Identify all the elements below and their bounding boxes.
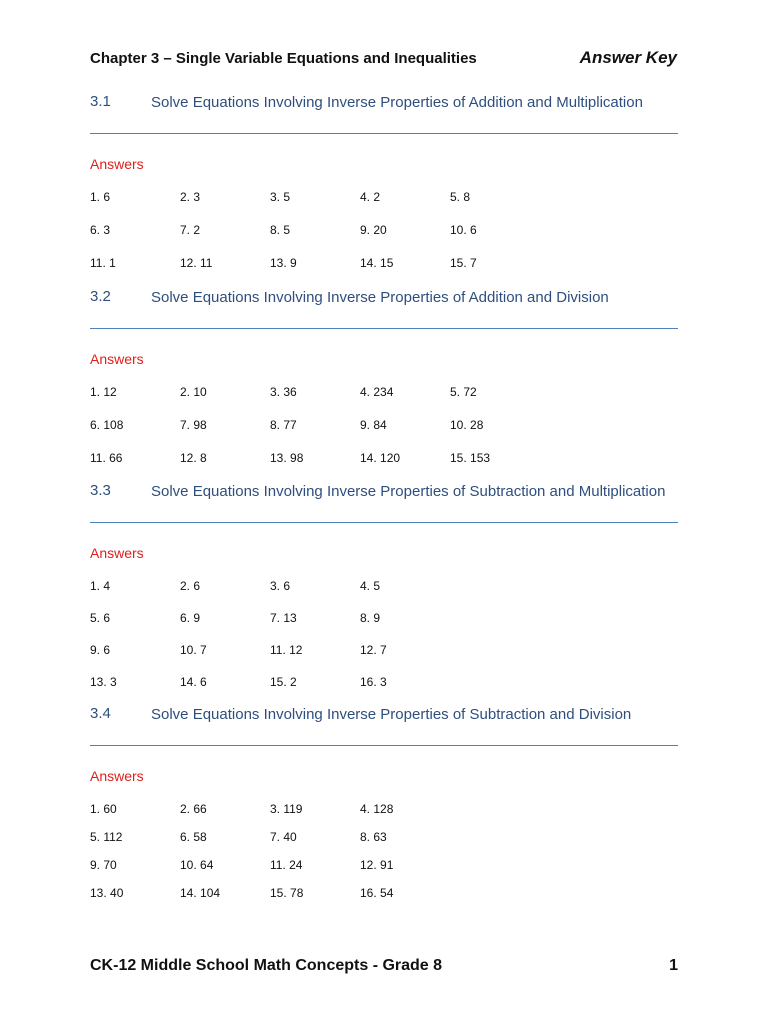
answer-item: 5. 72 <box>450 385 477 399</box>
answer-item: 7. 98 <box>180 418 207 432</box>
answer-row <box>90 858 678 874</box>
section-heading <box>90 482 678 523</box>
answer-item: 13. 40 <box>90 886 124 900</box>
answer-row <box>90 223 678 239</box>
answer-item: 14. 6 <box>180 675 207 689</box>
answer-item: 12. 8 <box>180 451 207 465</box>
answer-item: 12. 7 <box>360 643 387 657</box>
answer-item: 13. 98 <box>270 451 304 465</box>
answer-item: 13. 9 <box>270 256 297 270</box>
section-title: Solve Equations Involving Inverse Properties of Addition and Multiplication <box>151 94 643 111</box>
answer-item: 6. 58 <box>180 830 207 844</box>
answer-item: 16. 3 <box>360 675 387 689</box>
answer-item: 4. 5 <box>360 579 381 593</box>
section-number: 3.1 <box>90 93 111 110</box>
answer-item: 1. 6 <box>90 190 111 204</box>
answer-item: 2. 66 <box>180 802 207 816</box>
page-number: 1 <box>669 957 678 974</box>
answer-item: 1. 60 <box>90 802 117 816</box>
answer-item: 5. 8 <box>450 190 471 204</box>
answer-row <box>90 802 678 818</box>
answer-item: 7. 2 <box>180 223 201 237</box>
answer-item: 8. 63 <box>360 830 387 844</box>
answers-label: Answers <box>90 545 144 561</box>
answer-item: 2. 3 <box>180 190 201 204</box>
answer-item: 1. 12 <box>90 385 117 399</box>
answer-item: 14. 15 <box>360 256 394 270</box>
answer-row <box>90 830 678 846</box>
answer-item: 13. 3 <box>90 675 117 689</box>
answer-item: 7. 40 <box>270 830 297 844</box>
page-header <box>90 50 677 72</box>
answer-item: 15. 7 <box>450 256 477 270</box>
section-heading <box>90 93 678 134</box>
section-heading <box>90 288 678 329</box>
answer-item: 8. 77 <box>270 418 297 432</box>
answer-item: 1. 4 <box>90 579 111 593</box>
answer-item: 3. 5 <box>270 190 291 204</box>
answer-item: 15. 153 <box>450 451 491 465</box>
section-3-3 <box>90 482 678 722</box>
answer-item: 15. 78 <box>270 886 304 900</box>
answer-row <box>90 418 678 434</box>
answer-item: 4. 128 <box>360 802 394 816</box>
answer-item: 2. 6 <box>180 579 201 593</box>
answer-item: 2. 10 <box>180 385 207 399</box>
answer-row <box>90 190 678 206</box>
section-heading <box>90 705 678 746</box>
answer-item: 10. 6 <box>450 223 477 237</box>
answer-item: 6. 108 <box>90 418 124 432</box>
section-number: 3.4 <box>90 705 111 722</box>
section-title: Solve Equations Involving Inverse Properties of Subtraction and Division <box>151 706 632 723</box>
answer-item: 11. 1 <box>90 256 116 270</box>
answer-item: 9. 84 <box>360 418 387 432</box>
answer-item: 12. 91 <box>360 858 394 872</box>
answer-item: 14. 104 <box>180 886 221 900</box>
chapter-title: Chapter 3 – Single Variable Equations and Inequalities <box>90 50 477 67</box>
answer-item: 6. 9 <box>180 611 201 625</box>
answer-item: 4. 234 <box>360 385 394 399</box>
answer-item: 16. 54 <box>360 886 394 900</box>
answer-item: 11. 12 <box>270 643 303 657</box>
answers-label: Answers <box>90 156 144 172</box>
answer-item: 10. 7 <box>180 643 207 657</box>
answer-item: 11. 24 <box>270 858 303 872</box>
answer-item: 8. 9 <box>360 611 381 625</box>
answer-row <box>90 611 678 627</box>
answer-row <box>90 579 678 595</box>
section-title: Solve Equations Involving Inverse Properties of Addition and Division <box>151 289 609 306</box>
answers-label: Answers <box>90 768 144 784</box>
answer-item: 5. 112 <box>90 830 123 844</box>
answer-item: 3. 6 <box>270 579 291 593</box>
footer-title: CK-12 Middle School Math Concepts - Grade 8 <box>90 957 443 974</box>
answer-item: 9. 6 <box>90 643 111 657</box>
answer-item: 9. 20 <box>360 223 387 237</box>
section-number: 3.2 <box>90 288 111 305</box>
answer-item: 11. 66 <box>90 451 123 465</box>
answer-row <box>90 886 678 902</box>
answer-row <box>90 256 678 272</box>
answer-item: 9. 70 <box>90 858 117 872</box>
answer-item: 14. 120 <box>360 451 401 465</box>
answer-item: 6. 3 <box>90 223 111 237</box>
answer-item: 3. 36 <box>270 385 297 399</box>
answer-row <box>90 643 678 659</box>
answer-item: 7. 13 <box>270 611 297 625</box>
section-title: Solve Equations Involving Inverse Properties of Subtraction and Multiplication <box>151 483 666 500</box>
answer-row <box>90 451 678 467</box>
answer-row <box>90 675 678 691</box>
answer-item: 12. 11 <box>180 256 213 270</box>
answer-row <box>90 385 678 401</box>
section-number: 3.3 <box>90 482 111 499</box>
answer-item: 4. 2 <box>360 190 381 204</box>
answer-item: 10. 64 <box>180 858 214 872</box>
answer-item: 15. 2 <box>270 675 297 689</box>
answer-item: 5. 6 <box>90 611 111 625</box>
answer-item: 10. 28 <box>450 418 484 432</box>
answers-label: Answers <box>90 351 144 367</box>
answer-item: 8. 5 <box>270 223 291 237</box>
answer-key-label: Answer Key <box>579 48 677 67</box>
section-3-4 <box>90 705 678 945</box>
answer-item: 3. 119 <box>270 802 303 816</box>
